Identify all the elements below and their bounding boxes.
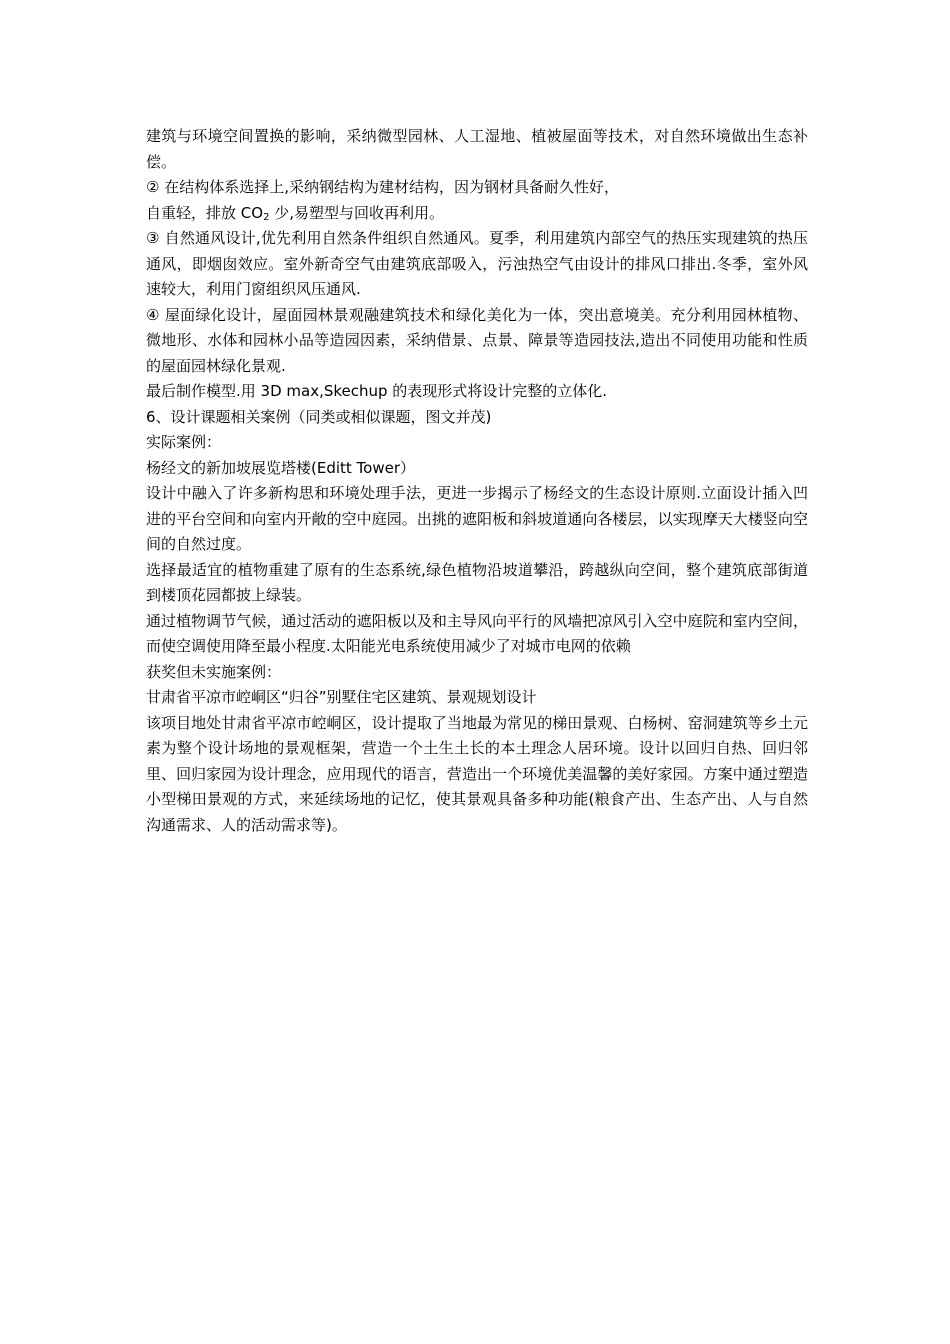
paragraph-editt-climate: 通过植物调节气候，通过活动的遮阳板以及和主导风向平行的风墙把凉风引入空中庭院和室内空间，而使空调使用降至最小程度.太阳能光电系统使用减少了对城市电网的依赖 — [146, 611, 808, 655]
section-heading-related-cases: 6、设计课题相关案例（同类或相似课题，图文并茂) — [146, 407, 492, 426]
paragraph-guigu-description: 该项目地处甘肃省平凉市崆峒区，设计提取了当地最为常见的梯田景观、白杨树、窑洞建筑等乡土元素为整个设计场地的景观框架，营造一个土生土长的本土理念人居环境。设计以回归自热、回归邻里、回归家园为设计理念，应用现代的语言，营造出一个环境优美温馨的美好家园。方案中通过塑造小型梯田景观的方式，来延续场地的记忆，使其景观具备多种功能(粮食产出、生态产出、人与自然沟通需求、人的活动需求等)。 — [146, 713, 808, 834]
paragraph-structure-system: ② 在结构体系选择上,采纳钢结构为建材结构，因为钢材具备耐久性好， — [146, 178, 619, 196]
document-body — [146, 124, 808, 838]
co2-subscript: 2 — [263, 211, 270, 223]
paragraph-model-making: 最后制作模型.用 3D max,Skechup 的表现形式将设计完整的立体化. — [146, 382, 608, 400]
subheading-actual-cases: 实际案例： — [146, 433, 222, 451]
case-title-guigu-villa: 甘肃省平凉市崆峒区“归谷”别墅住宅区建筑、景观规划设计 — [146, 688, 537, 706]
paragraph-co2-emission — [146, 201, 808, 227]
subheading-awarded-cases: 获奖但未实施案例： — [146, 662, 282, 681]
paragraph-editt-plants: 选择最适宜的植物重建了原有的生态系统,绿色植物沿坡道攀沿，跨越纵向空间，整个建筑底部街道到楼顶花园都披上绿装。 — [146, 560, 808, 604]
co2-line-after: 少,易塑型与回收再利用。 — [269, 203, 444, 222]
paragraph-roof-greening: ④ 屋面绿化设计，屋面园林景观融建筑技术和绿化美化为一体，突出意境美。充分利用园林植物、微地形、水体和园林小品等造园因素，采纳借景、点景、障景等造园技法,造出不同使用功能和性质的屋面园林绿化景观. — [146, 305, 808, 375]
paragraph-editt-design: 设计中融入了许多新构思和环境处理手法，更进一步揭示了杨经文的生态设计原则.立面设计插入凹进的平台空间和向室内开敞的空中庭园。出挑的遮阳板和斜坡道通向各楼层，以实现摩天大楼竖向空间的自然过度。 — [146, 484, 808, 553]
paragraph-natural-ventilation: ③ 自然通风设计,优先利用自然条件组织自然通风。夏季，利用建筑内部空气的热压实现建筑的热压通风，即烟囱效应。室外新奇空气由建筑底部吸入，污浊热空气由设计的排风口排出.冬季，室外风速较大，利用门窗组织风压通风. — [146, 229, 808, 298]
case-title-editt-tower: 杨经文的新加坡展览塔楼(Editt Tower） — [146, 458, 416, 477]
paragraph-ecological-compensation: 建筑与环境空间置换的影响，采纳微型园林、人工湿地、植被屋面等技术，对自然环境做出生态补偿。 — [146, 127, 808, 171]
co2-line-before: 自重轻，排放 CO — [146, 203, 264, 222]
